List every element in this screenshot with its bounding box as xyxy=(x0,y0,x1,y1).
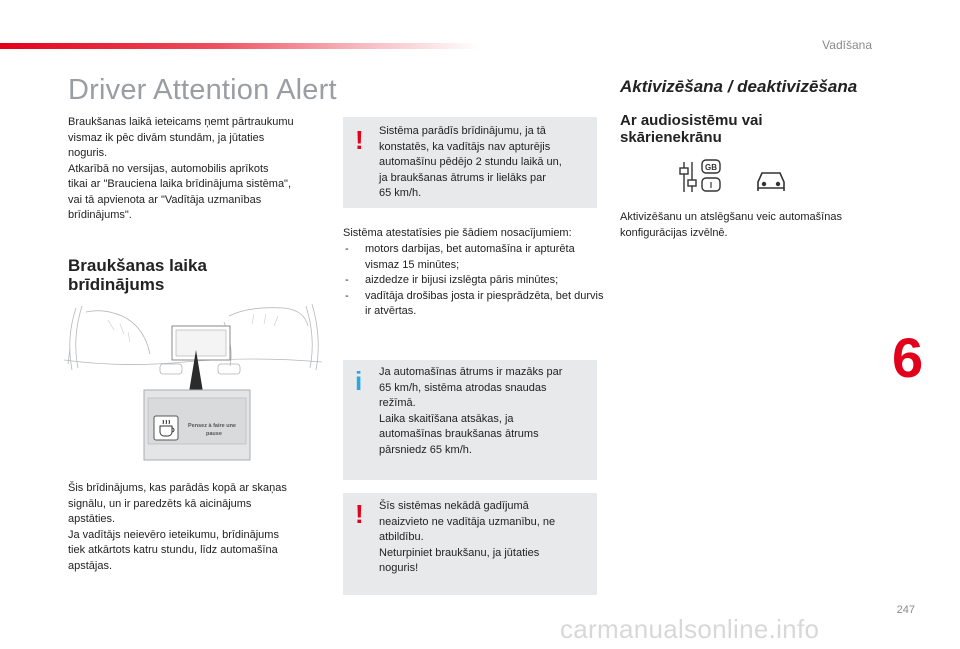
box-line: noguris! xyxy=(379,562,419,574)
page-title: Driver Attention Alert xyxy=(68,74,337,106)
box-line: pārsniedz 65 km/h. xyxy=(379,443,472,456)
body-line: apstāties. xyxy=(68,513,116,525)
activation-heading: Aktivizēšana / deaktivizēšana xyxy=(620,77,858,96)
settings-icons xyxy=(674,158,794,198)
page-number: 247 xyxy=(896,604,915,616)
list-item: - vadītāja drošibas josta ir piesprādzēta, bet durvis ir atvērtas. xyxy=(343,289,605,320)
intro-line: noguris. xyxy=(68,147,108,159)
activation-line: konfigurācijas izvēlnē. xyxy=(620,226,728,239)
watermark: carmanualsonline.info xyxy=(560,614,820,644)
activation-text xyxy=(620,210,880,241)
intro-line: tikai ar "Brauciena laika brīdinājuma sistēma", xyxy=(68,178,292,190)
body-line: tiek atkārtots katru stundu, līdz automašīna xyxy=(68,544,278,556)
box-line: Neturpiniet braukšanu, ja jūtaties xyxy=(379,546,540,559)
box-line: 65 km/h, sistēma atrodas snaudas xyxy=(379,381,547,394)
heading-line: Braukšanas laika xyxy=(68,256,207,275)
screen-message-line: pause xyxy=(206,431,222,437)
box-line: atbildību. xyxy=(379,531,424,543)
body-line: Ja vadītājs neievēro ieteikumu, brīdinājums xyxy=(68,528,279,541)
intro-line: vai tā apvienota ar "Vadītāja uzmanības xyxy=(68,193,262,206)
box-line: konstatēs, ka vadītājs nav apturējis xyxy=(379,140,551,153)
intro-line: Atkarībā no versijas, automobilis aprīkots xyxy=(68,162,269,175)
body-line: Šis brīdinājums, kas parādās kopā ar skaņas xyxy=(68,482,287,494)
activation-subheading xyxy=(620,112,763,146)
box-line: Sistēma parādīs brīdinājumu, ja tā xyxy=(379,125,546,137)
section-label: Vadīšana xyxy=(822,38,872,52)
language-badge: I xyxy=(709,181,713,190)
box-line: Ja automašīnas ātrums ir mazāks par xyxy=(379,366,563,378)
driving-time-body xyxy=(68,481,330,574)
list-item: - motors darbijas, bet automašīna ir apturēta vismaz 15 minūtes; xyxy=(343,242,605,273)
info-box xyxy=(343,360,597,480)
box-line: ja braukšanas ātrums ir lielāks par xyxy=(379,171,546,184)
warning-icon: ! xyxy=(355,499,364,529)
warning-box xyxy=(343,117,597,208)
body-line: apstājas. xyxy=(68,559,113,572)
chapter-number: 6 xyxy=(892,326,924,389)
intro-line: Braukšanas laikā ieteicams ņemt pārtraukumu xyxy=(68,116,294,128)
activation-line: Aktivizēšanu un atslēgšanu veic automašīnas xyxy=(620,211,842,223)
box-line: Laika skaitīšana atsākas, ja xyxy=(379,412,514,425)
box-line: automašīnu pēdējo 2 stundu laikā un, xyxy=(379,156,562,168)
warning-icon: ! xyxy=(355,125,364,155)
conditions-intro: Sistēma atestatīsies pie šādiem nosacījumiem: xyxy=(343,227,572,239)
dashboard-illustration xyxy=(64,298,324,466)
body-line: signālu, un ir paredzēts kā aicinājums xyxy=(68,497,252,510)
header-accent-bar xyxy=(0,43,480,49)
intro-line: brīdinājums". xyxy=(68,209,132,221)
subheading-line: Ar audiosistēmu vai xyxy=(620,112,763,129)
car-icon xyxy=(758,173,784,191)
intro-paragraph xyxy=(68,115,328,224)
warning-box xyxy=(343,493,597,595)
heading-line: brīdinājums xyxy=(68,275,165,294)
language-badge: GB xyxy=(705,163,717,172)
driving-time-heading xyxy=(68,256,207,294)
box-line: automašīnas braukšanas ātrums xyxy=(379,428,539,440)
screen-message-line: Pensez à faire une xyxy=(188,423,236,429)
info-icon: i xyxy=(355,366,363,396)
intro-line: vismaz ik pēc divām stundām, ja jūtaties xyxy=(68,131,265,144)
box-line: režīmā. xyxy=(379,397,416,409)
box-line: 65 km/h. xyxy=(379,187,422,199)
conditions-list xyxy=(343,242,605,320)
subheading-line: skārienekrānu xyxy=(620,129,722,146)
box-line: Šīs sistēmas nekādā gadījumā xyxy=(379,500,529,512)
box-line: neaizvieto ne vadītāja uzmanību, ne xyxy=(379,515,556,528)
list-item: - aizdedze ir bijusi izslēgta pāris minūtes; xyxy=(343,273,605,289)
